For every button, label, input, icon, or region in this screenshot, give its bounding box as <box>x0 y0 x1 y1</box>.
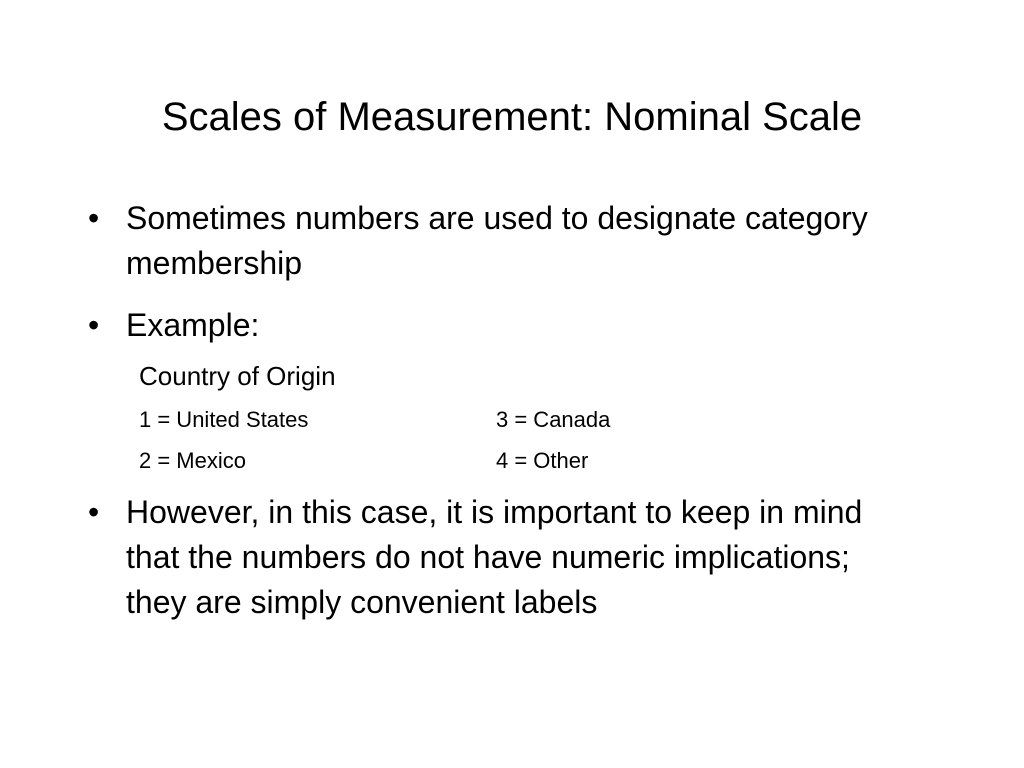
slide-title: Scales of Measurement: Nominal Scale <box>161 95 863 139</box>
code-united-states: 1 = United States <box>139 407 309 432</box>
bullet-dot-icon: • <box>88 200 100 236</box>
bullet-dot-icon: • <box>88 307 100 343</box>
code-mexico: 2 = Mexico <box>139 448 246 473</box>
code-canada: 3 = Canada <box>496 407 611 432</box>
example-heading: Country of Origin <box>139 361 336 391</box>
bullet-text: Sometimes numbers are used to designate category membership <box>126 200 868 281</box>
bullet-text: Example: <box>126 307 260 343</box>
bullet-text: However, in this case, it is important to keep in mind that the numbers do not have numeric implications; they are simply convenient labels <box>126 494 863 620</box>
bullet-item <box>88 303 908 348</box>
bullet-item <box>88 196 908 286</box>
bullet-item <box>88 490 908 625</box>
code-other: 4 = Other <box>496 448 589 473</box>
bullet-dot-icon: • <box>88 494 100 530</box>
